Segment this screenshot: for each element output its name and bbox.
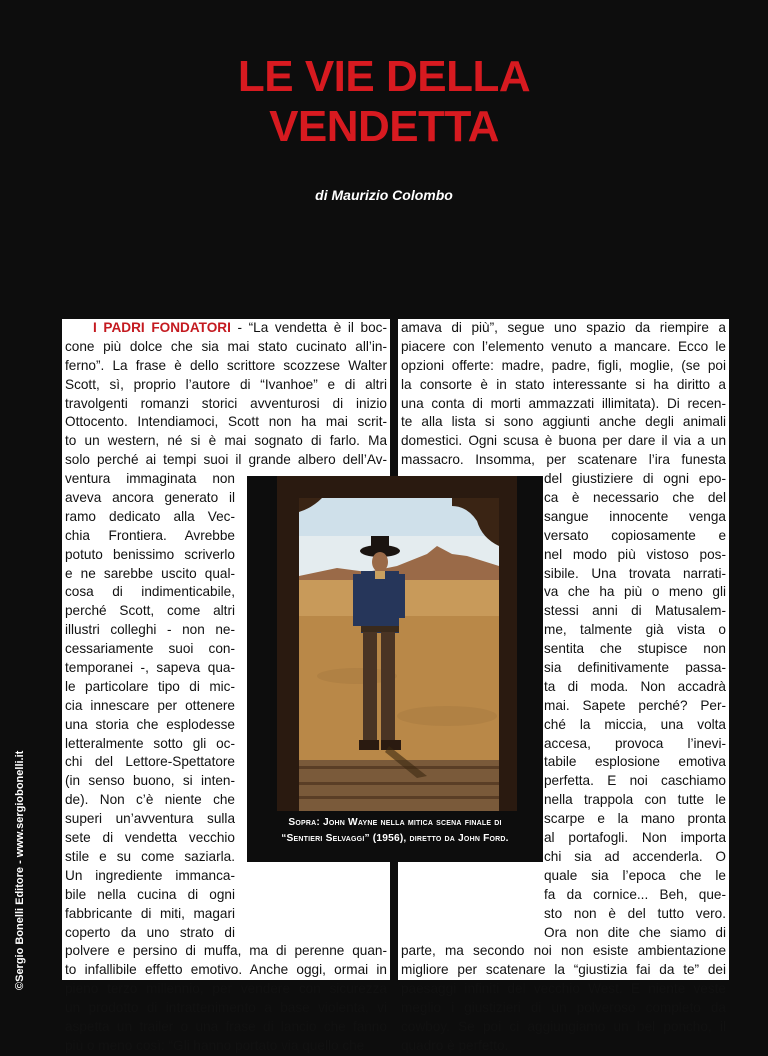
text-line: perfetta. E noi caschiamo bbox=[544, 773, 726, 789]
text-line: ca è necessario che del bbox=[544, 490, 726, 506]
text-line: cia innescare per ottenere bbox=[65, 697, 235, 713]
text-line: una conta di morti ammazzati illimitata). Di recen- bbox=[401, 395, 726, 411]
text-line: illustri colleghi - non ne- bbox=[65, 622, 235, 638]
text-line: scarpe e la mano pronta bbox=[544, 811, 726, 827]
text-line: cessariamente suoi con- bbox=[65, 641, 235, 657]
text-line: del giustiziere di ogni epo- bbox=[544, 471, 726, 487]
text-line: aveva ancora generato il bbox=[65, 490, 235, 506]
text-line: cosa di indimenticabile, bbox=[65, 584, 235, 600]
text-line: potuto benissimo scriverlo bbox=[65, 546, 235, 562]
text-line: superi un’avventura sulla bbox=[65, 811, 235, 827]
photo-figure bbox=[247, 476, 543, 862]
text-line: ché la miccia, una volta bbox=[544, 716, 726, 732]
text-line: stessi anni di Matusalem- bbox=[544, 603, 726, 619]
title-line: VENDETTA bbox=[269, 102, 499, 151]
text-line: travolgenti romanzi storici avventurosi di inizio bbox=[65, 395, 387, 411]
text-line: versato copiosamente e bbox=[544, 527, 726, 543]
text-line: sto non è del tutto vero. bbox=[544, 905, 726, 921]
text-line: più o meno così: “Gli hanno portato via quello che bbox=[65, 1037, 365, 1053]
text-line: sentita che stupisce non bbox=[544, 641, 726, 657]
text-line: la consorte è in stato interessante si ha diritto a bbox=[401, 376, 726, 392]
text-line: fabbricante di miti, magari bbox=[65, 905, 235, 921]
text-line: cone più dolce che sia mai stato cucinato all’in- bbox=[65, 338, 387, 354]
text-line: meglio i giustizieri di un polveroso completo da bbox=[401, 1000, 726, 1016]
text-line: sibile. Una trovata narrati- bbox=[544, 565, 726, 581]
caption-line: Sopra: John Wayne nella mitica scena finale di bbox=[288, 817, 502, 828]
text-line: sangue innocente venga bbox=[544, 508, 726, 524]
text-line: letteralmente sotto gli oc- bbox=[65, 735, 235, 751]
text-line: polvere e persino di muffa, ma di perenne quan- bbox=[65, 943, 387, 959]
text-line: chi del Lettore-Spettatore bbox=[65, 754, 235, 770]
movie-still-image bbox=[277, 476, 517, 811]
text-line: to un western, né si è mai sognato di farlo. Ma bbox=[65, 433, 387, 449]
text-line: stile e su come saziarla. bbox=[65, 848, 235, 864]
text-line: perché Scott, come altri bbox=[65, 603, 235, 619]
text-line: me, talmente già vista o bbox=[544, 622, 726, 638]
text-line: chi sia ad accenderla. O bbox=[544, 848, 726, 864]
text-line: sia definitivamente passa- bbox=[544, 660, 726, 676]
text-line: un prodotto di intrattenimento a base violenta, vi bbox=[65, 1000, 387, 1016]
caption-line: “Sentieri Selvaggi” (1956), diretto da John Ford. bbox=[281, 833, 509, 844]
text-line: te alla lista si sono aggiunti anche degli animali bbox=[401, 414, 726, 430]
text-line: paesaggi infiniti del vecchio West. E niente veste bbox=[401, 981, 726, 997]
text-line: tabile esplosione emotiva bbox=[544, 754, 726, 770]
text-line: Ora non dite che siamo di bbox=[544, 924, 726, 940]
text-line: domestici. Ogni scusa è buona per dare il via a un bbox=[401, 433, 726, 449]
text-line: piacere con l’elemento venuto a mancare. Ecco le bbox=[401, 338, 726, 354]
text-line bbox=[65, 319, 387, 338]
text-line: ta di moda. Non accadrà bbox=[544, 678, 726, 694]
text-line: le particolare tipo di mic- bbox=[65, 678, 235, 694]
text-line: fa da cornice... Beh, que- bbox=[544, 886, 726, 902]
text-line: to infallibile effetto emotivo. Anche oggi, ormai in bbox=[65, 962, 387, 978]
copyright-credit: ©Sergio Bonelli Editore - www.sergiobonelli.it bbox=[14, 750, 26, 990]
text-line: va che ha più o meno gli bbox=[544, 584, 726, 600]
text-line: (in senso buono, si inten- bbox=[65, 773, 235, 789]
text-line: parte, ma secondo noi non esiste ambientazione bbox=[401, 943, 726, 959]
text-line: mai. Sapete perché? Per- bbox=[544, 697, 726, 713]
text-line: ferno”. La frase è dello scrittore scozzese Walter bbox=[65, 357, 387, 373]
text-line: al portafogli. Non importa bbox=[544, 830, 726, 846]
text-line: Un ingrediente immanca- bbox=[65, 867, 235, 883]
article-title bbox=[0, 52, 768, 152]
text-line: accesa, provoca l’inevi- bbox=[544, 735, 726, 751]
text-line: coperto da uno strato di bbox=[65, 924, 235, 940]
text-line: quadro è perfetto. bbox=[401, 1037, 509, 1053]
text-line: amava di più”, segue uno spazio da riempire a bbox=[401, 320, 726, 335]
text-line: cowboy. Se poi ci aggiungiamo un bel poncho, il bbox=[401, 1018, 726, 1034]
text-line: massacro. Insomma, per scatenare l’ira funesta bbox=[401, 452, 726, 468]
text-line: Scott, sì, proprio l’autore di “Ivanhoe” e di altri bbox=[65, 376, 387, 392]
text-line: de). Non c’è niente che bbox=[65, 792, 235, 808]
text-line: pieno terzo millennio, per vendere con sicurezza bbox=[65, 981, 387, 997]
text-line: una storia che esplodesse bbox=[65, 716, 235, 732]
text-line: Ottocento. Intendiamoci, Scott non ha mai scrit- bbox=[65, 414, 387, 430]
text-line: aspetta un trailer o una frase di lancio che fanno bbox=[65, 1018, 387, 1034]
text-line: nel modo più vistoso pos- bbox=[544, 546, 726, 562]
text-line: sete di vendetta vecchio bbox=[65, 830, 235, 846]
text-line: opzioni offerte: madre, padre, figli, moglie, (se poi bbox=[401, 357, 726, 373]
text-line: ventura immaginata non bbox=[65, 471, 235, 487]
text-line: quale sia l’epoca che le bbox=[544, 867, 726, 883]
text-line: nella trappola con tutte le bbox=[544, 792, 726, 808]
text-line: temporanei -, sapeva qua- bbox=[65, 660, 235, 676]
title-line: LE VIE DELLA bbox=[237, 52, 531, 101]
text-line: chia Frontiera. Avrebbe bbox=[65, 527, 235, 543]
text-line: ramo dedicato alla Vec- bbox=[65, 508, 235, 524]
text-line: bile nella cucina di ogni bbox=[65, 886, 235, 902]
text-line: solo perché ai tempi suoi il grande albero dell’Av- bbox=[65, 452, 387, 468]
text-line: e ne sarebbe uscito qual- bbox=[65, 565, 235, 581]
text-line: migliore per scatenare la “giustizia fai da te” dei bbox=[401, 962, 726, 978]
section-lead: I PADRI FONDATORI bbox=[93, 320, 231, 335]
photo-caption bbox=[251, 815, 539, 847]
byline: di Maurizio Colombo bbox=[315, 187, 453, 203]
text-line-content: - “La vendetta è il boc- bbox=[230, 320, 387, 335]
